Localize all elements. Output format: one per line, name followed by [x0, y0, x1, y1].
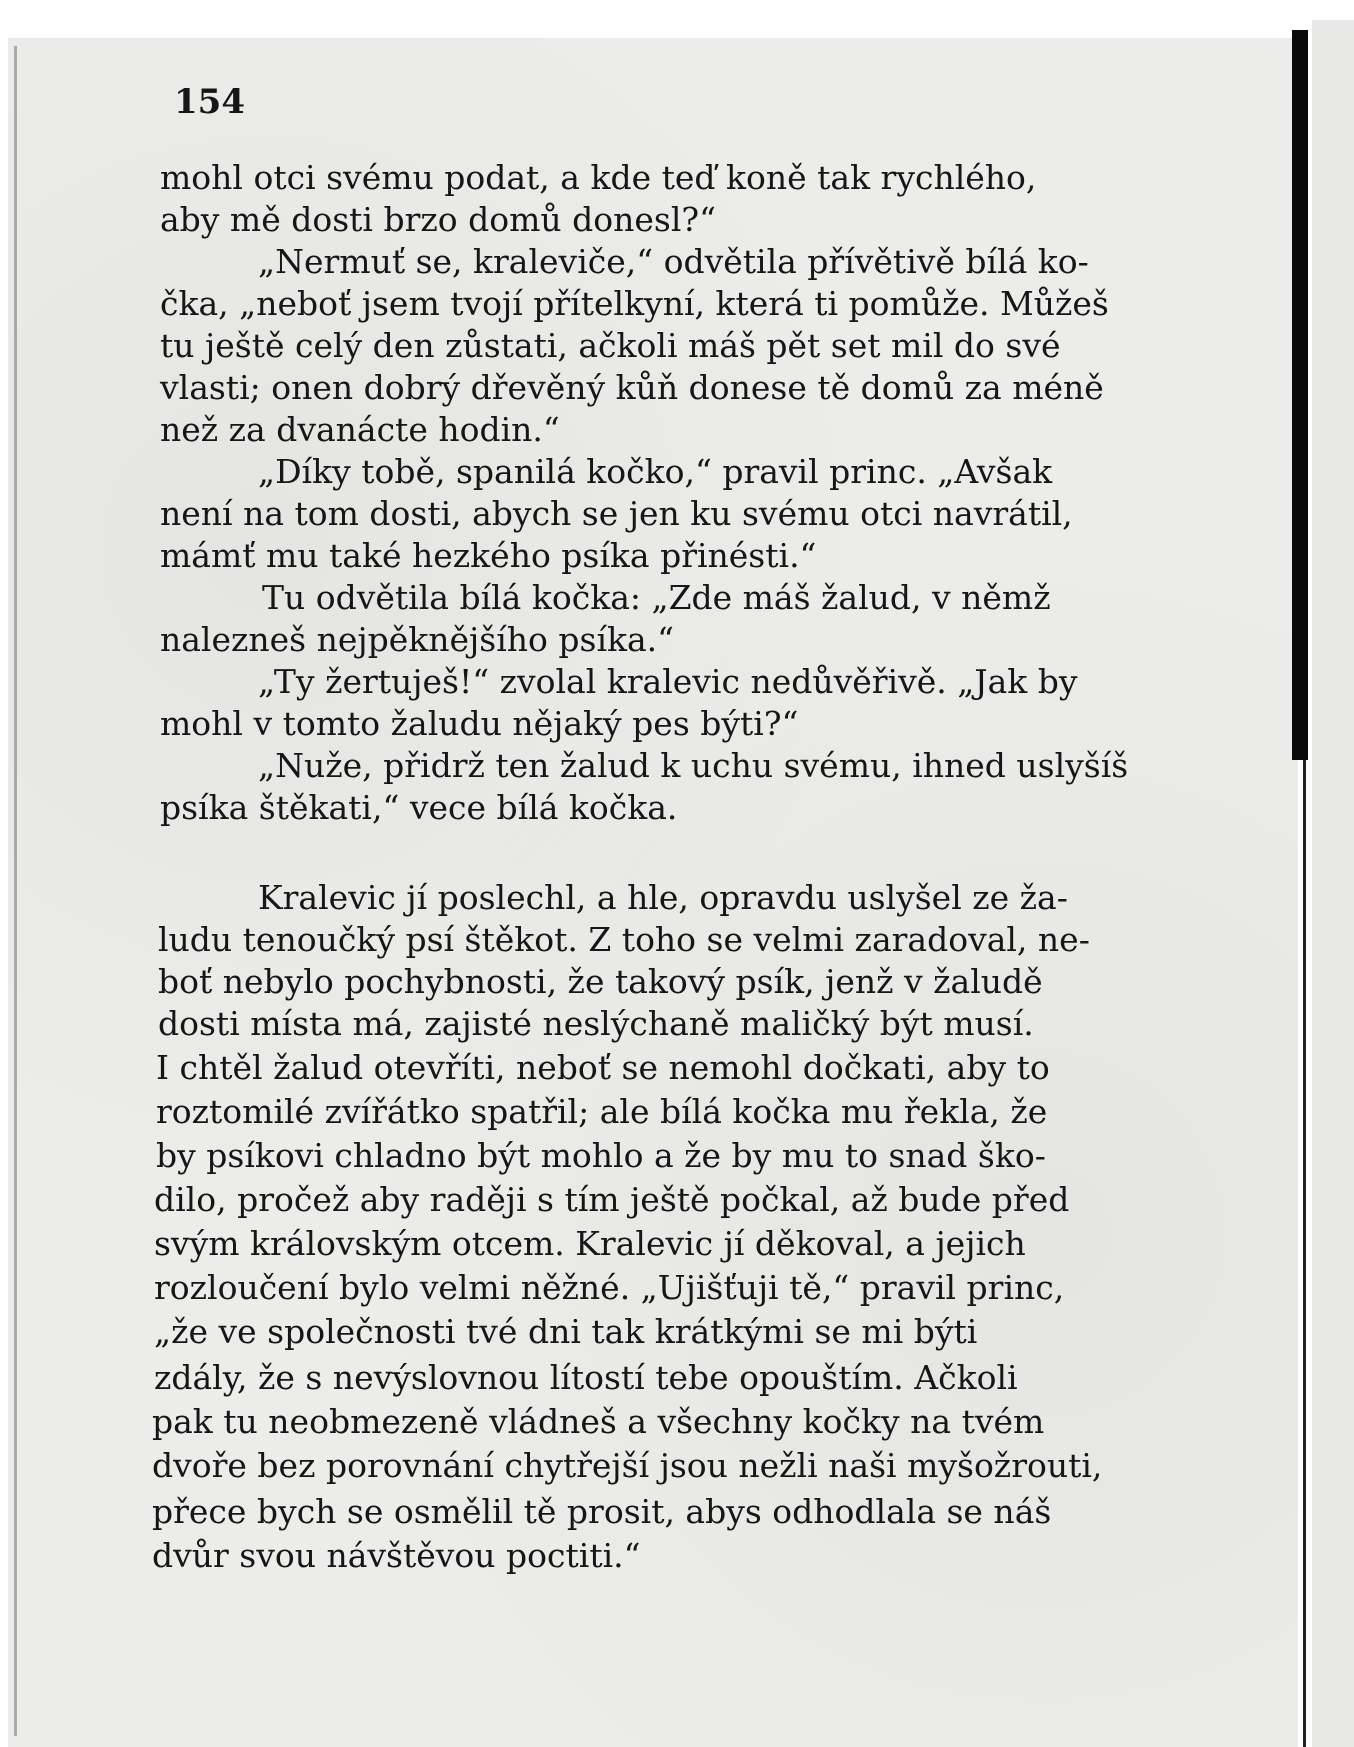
text-line: „Díky tobě, spanilá kočko,“ pravil princ. „Avšak: [258, 452, 1053, 491]
text-line: rozloučení bylo velmi něžné. „Ujišťuji tě,“ pravil princ,: [154, 1268, 1065, 1307]
text-line: dvoře bez porovnání chytřejší jsou nežli naši myšožrouti,: [152, 1446, 1103, 1485]
text-line: ludu tenoučký psí štěkot. Z toho se velmi zaradoval, ne-: [158, 920, 1090, 959]
text-line: aby mě dosti brzo domů donesl?“: [160, 200, 716, 239]
text-line: dosti místa má, zajisté neslýchaně maličký být musí.: [158, 1004, 1034, 1043]
text-line: psíka štěkati,“ vece bílá kočka.: [160, 788, 678, 827]
text-line: zdály, že s nevýslovnou lítostí tebe opouštím. Ačkoli: [154, 1358, 1018, 1397]
text-line: není na tom dosti, abych se jen ku svému otci navrátil,: [160, 494, 1073, 533]
text-line: než za dvanácte hodin.“: [160, 410, 560, 449]
text-line: Tu odvětila bílá kočka: „Zde máš žalud, v němž: [262, 578, 1051, 617]
text-line: nalezneš nejpěknějšího psíka.“: [160, 620, 675, 659]
text-line: by psíkovi chladno být mohlo a že by mu to snad ško-: [156, 1136, 1046, 1175]
text-line: „Ty žertuješ!“ zvolal kralevic nedůvěřivě. „Jak by: [258, 662, 1078, 701]
text-line: mohl otci svému podat, a kde teď koně tak rychlého,: [160, 158, 1037, 197]
text-line: „že ve společnosti tvé dni tak krátkými se mi býti: [154, 1312, 978, 1351]
text-line: „Nermuť se, kraleviče,“ odvětila přívětivě bílá ko-: [258, 242, 1089, 281]
text-line: pak tu neobmezeně vládneš a všechny kočky na tvém: [152, 1402, 1045, 1441]
text-line: Kralevic jí poslechl, a hle, opravdu uslyšel ze ža-: [258, 878, 1068, 917]
page-number: 154: [174, 82, 245, 122]
text-line: dvůr svou návštěvou poctiti.“: [152, 1536, 641, 1575]
adjacent-page-edge: [1312, 20, 1354, 1747]
binding-shadow: [1292, 30, 1308, 760]
text-line: I chtěl žalud otevříti, neboť se nemohl dočkati, aby to: [156, 1048, 1050, 1087]
text-line: „Nuže, přidrž ten žalud k uchu svému, ihned uslyšíš: [258, 746, 1129, 785]
text-line: dilo, pročež aby raději s tím ještě počkal, až bude před: [154, 1180, 1070, 1219]
page-left-edge: [14, 46, 17, 1736]
text-line: svým královským otcem. Kralevic jí děkoval, a jejich: [154, 1224, 1026, 1263]
text-line: tu ještě celý den zůstati, ačkoli máš pět set mil do své: [160, 326, 1061, 365]
text-line: roztomilé zvířátko spatřil; ale bílá kočka mu řekla, že: [156, 1092, 1048, 1131]
text-line: čka, „neboť jsem tvojí přítelkyní, která ti pomůže. Můžeš: [160, 284, 1109, 323]
text-line: mámť mu také hezkého psíka přinésti.“: [160, 536, 817, 575]
text-line: vlasti; onen dobrý dřevěný kůň donese tě domů za méně: [160, 368, 1104, 407]
text-line: boť nebylo pochybnosti, že takový psík, jenž v žaludě: [158, 962, 1043, 1001]
binding-line: [1303, 760, 1306, 1747]
text-line: mohl v tomto žaludu nějaký pes býti?“: [160, 704, 799, 743]
text-line: přece bych se osmělil tě prosit, abys odhodlala se náš: [152, 1492, 1052, 1531]
